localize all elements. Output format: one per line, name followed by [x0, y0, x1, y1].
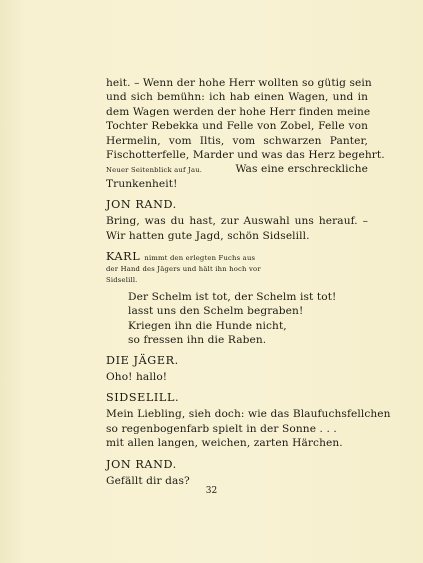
text-line: Oho! hallo!	[106, 371, 168, 384]
verse-line: Der Schelm ist tot, der Schelm ist tot!	[128, 291, 337, 304]
text-line: heit. – Wenn der hohe Herr wollten so gütig sein	[106, 77, 372, 89]
text-line: Trunkenheit!	[106, 177, 178, 190]
stage-direction: der Hand des Jägers und hält ihn hoch vor	[106, 265, 261, 274]
text-fragment: Was eine erschreckliche	[235, 163, 368, 176]
text-line: Wir hatten gute Jagd, schön Sidselill.	[106, 229, 310, 242]
speaker-with-stage-direction	[106, 250, 368, 264]
text-line: Bring, was du hast, zur Auswahl uns herauf. –	[106, 215, 368, 228]
text-line: und sich bemühn: ich hab einen Wagen, und in	[106, 91, 368, 104]
text-line: dem Wagen werden der hohe Herr finden meine	[106, 105, 371, 118]
text-line: so regenbogenfarb spielt in der Sonne . . .	[106, 422, 337, 435]
text-line: Mein Liebling, sieh doch: wie das Blaufuchsfellchen	[106, 408, 391, 421]
text-line-with-stage-direction	[106, 162, 368, 176]
verse-block	[106, 290, 368, 347]
speaker-name: JON RAND.	[106, 198, 177, 212]
page-number: 32	[205, 486, 218, 496]
text-line: Hermelin, vom Iltis, vom schwarzen Panter,	[106, 134, 368, 147]
verse-line: Kriegen ihn die Hunde nicht,	[128, 319, 287, 332]
verse-line: lasst uns den Schelm begraben!	[128, 305, 304, 318]
speaker-name: KARL	[106, 250, 141, 264]
stage-direction: Sidselill.	[106, 275, 138, 284]
text-line: Gefällt dir das?	[106, 474, 190, 487]
play-text	[106, 76, 391, 488]
text-line: Tochter Rebekka und Felle von Zobel, Felle von	[106, 120, 368, 133]
text-line: mit allen langen, weichen, zarten Härchen.	[106, 437, 343, 450]
stage-direction: Neuer Seitenblick auf Jau.	[106, 166, 203, 175]
speaker-name: JON RAND.	[106, 457, 177, 471]
text-line: Fischotterfelle, Marder und was das Herz begehrt.	[106, 149, 385, 162]
speaker-name: DIE JÄGER.	[106, 354, 179, 368]
verse-line: so fressen ihn die Raben.	[128, 333, 267, 346]
speaker-name: SIDSELILL.	[106, 391, 180, 405]
stage-direction: nimmt den erlegten Fuchs aus	[144, 254, 256, 263]
